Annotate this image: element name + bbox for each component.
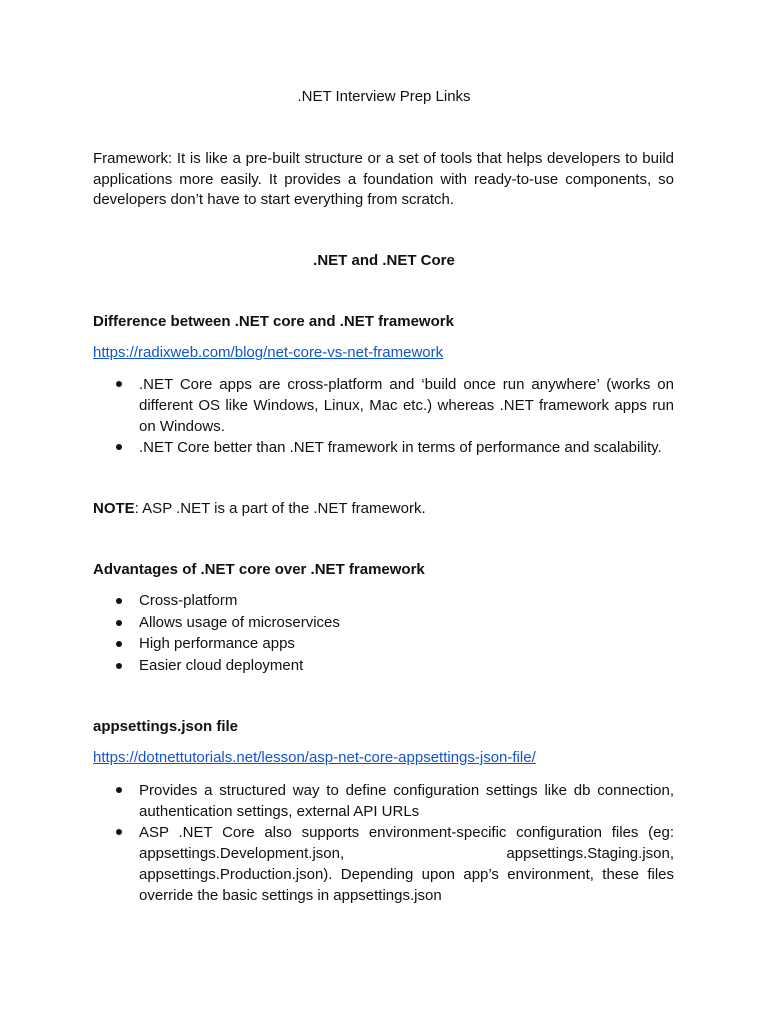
note-text: : ASP .NET is a part of the .NET framework. xyxy=(134,500,426,517)
advantages-bullet-4: Easier cloud deployment xyxy=(139,657,304,674)
difference-bullet-1: .NET Core apps are cross-platform and ‘build once run anywhere’ (works on different OS like Windows, Linux, Mac etc.) whereas .NET framework apps run on Windows. xyxy=(139,376,674,435)
bullet-icon xyxy=(116,444,122,450)
appsettings-link[interactable]: https://dotnettutorials.net/lesson/asp-net-core-appsettings-json-file/ xyxy=(93,749,536,766)
bullet-icon xyxy=(116,641,122,647)
advantages-bullet-1: Cross-platform xyxy=(139,592,238,609)
difference-bullet-2: .NET Core better than .NET framework in terms of performance and scalability. xyxy=(139,439,662,456)
note-label: NOTE xyxy=(93,500,135,517)
bullet-icon xyxy=(116,787,122,793)
appsettings-heading: appsettings.json file xyxy=(93,718,239,735)
bullet-icon xyxy=(116,829,122,835)
bullet-icon xyxy=(116,663,122,669)
difference-link[interactable]: https://radixweb.com/blog/net-core-vs-net-framework xyxy=(93,344,444,361)
bullet-icon xyxy=(116,620,122,626)
advantages-bullet-3: High performance apps xyxy=(139,635,295,652)
advantages-heading: Advantages of .NET core over .NET framework xyxy=(93,561,425,578)
bullet-icon xyxy=(116,381,122,387)
appsettings-bullet-2: ASP .NET Core also supports environment-specific configuration files (eg: appsettings.Development.json, appsettings.Staging.json, appsettings.Production.json). Depending upon app’s environment, these files override the basic settings in appsettings.json xyxy=(139,824,674,904)
document-title: .NET Interview Prep Links xyxy=(297,88,471,105)
bullet-icon xyxy=(116,598,122,604)
section-heading: .NET and .NET Core xyxy=(313,252,455,269)
difference-heading: Difference between .NET core and .NET framework xyxy=(93,313,454,330)
appsettings-bullet-1: Provides a structured way to define configuration settings like db connection, authentication settings, external API URLs xyxy=(139,782,674,820)
advantages-bullet-2: Allows usage of microservices xyxy=(139,614,340,631)
framework-paragraph: Framework: It is like a pre-built structure or a set of tools that helps developers to build applications more easily. It provides a foundation with ready-to-use components, so developers don’t have to start everything from scratch. xyxy=(93,150,674,208)
note-line xyxy=(93,499,426,519)
